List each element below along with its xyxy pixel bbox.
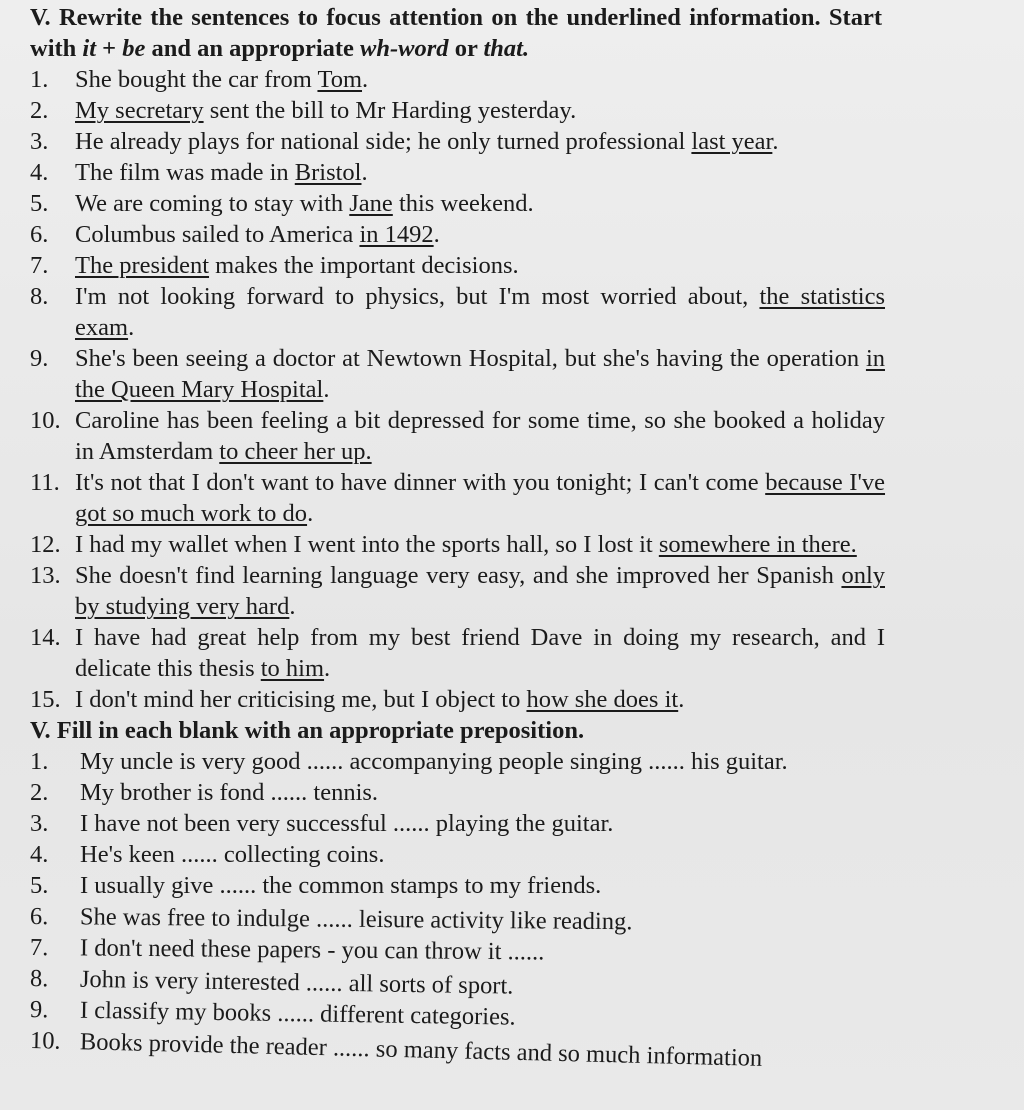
sentence-text: . (307, 500, 314, 527)
exercise-item (30, 188, 885, 219)
exercise-item (30, 126, 885, 157)
item-number: 3. (30, 128, 49, 155)
item-number: 6. (29, 903, 49, 931)
section-fill-heading: V. Fill in each blank with an appropriate preposition. (30, 717, 585, 744)
item-number: 12. (30, 531, 61, 558)
underlined-focus-text: because I've got so much work to do (75, 469, 886, 527)
exercise-item (30, 560, 885, 622)
sentence-text: I'm not looking forward to physics, but I'm most worried about, (75, 283, 760, 310)
underlined-focus-text: somewhere in there. (658, 531, 857, 558)
sentence-text: My brother is fond ...... tennis. (80, 779, 379, 806)
underlined-focus-text: in the Queen Mary Hospital (75, 345, 885, 403)
fill-blank-item (30, 839, 930, 870)
item-number: 8. (29, 965, 49, 993)
exercise-item (30, 95, 885, 126)
sentence-text: . (324, 655, 331, 682)
item-number: 15. (30, 686, 61, 713)
exercise-item (30, 281, 885, 343)
sentence-text: Columbus sailed to America (75, 221, 360, 248)
underlined-focus-text: only by studying very hard (75, 562, 885, 620)
sentence-text: My uncle is very good ...... accompanying people singing ...... his guitar. (80, 748, 788, 775)
underlined-focus-text: Jane (349, 190, 393, 217)
sentence-text: I don't mind her criticising me, but I object to (75, 686, 527, 713)
item-number: 2. (30, 779, 49, 806)
sentence-text: I have not been very successful ...... playing the guitar. (80, 810, 614, 837)
underlined-focus-text: My secretary (75, 97, 204, 124)
sentence-text: . (433, 221, 440, 248)
underlined-focus-text: in 1492 (359, 221, 434, 248)
sentence-text: . (772, 128, 779, 155)
item-number: 2. (30, 97, 49, 124)
heading-part: be (122, 35, 146, 62)
sentence-text: this weekend. (392, 190, 534, 217)
item-number: 6. (30, 221, 49, 248)
sentence-text: John is very interested ...... all sorts of sport. (79, 965, 514, 1000)
sentence-text: I classify my books ...... different categories. (79, 996, 516, 1031)
sentence-text: We are coming to stay with (75, 190, 350, 217)
heading-part: wh-word (360, 35, 449, 62)
section-v-heading (30, 0, 882, 64)
heading-part: or (448, 35, 484, 62)
sentence-text: She bought the car from (75, 66, 318, 93)
sentence-text: I don't need these papers - you can throw it ...... (79, 934, 545, 966)
item-number: 4. (30, 159, 49, 186)
exercise-item (30, 467, 885, 529)
sentence-text: . (323, 376, 330, 403)
exercise-item (30, 343, 885, 405)
item-number: 14. (30, 624, 61, 651)
item-number: 8. (30, 283, 49, 310)
item-number: 10. (30, 407, 61, 434)
heading-part: + (96, 35, 123, 62)
item-number: 11. (30, 469, 60, 496)
sentence-text: She's been seeing a doctor at Newtown Hospital, but she's having the operation (75, 345, 866, 372)
sentence-text: I have had great help from my best friend Dave in doing my research, and I delicate this thesis (75, 624, 885, 682)
item-number: 1. (30, 748, 49, 775)
sentence-text: makes the important decisions. (209, 252, 519, 279)
item-number: 10. (29, 1027, 61, 1055)
item-number: 1. (30, 66, 49, 93)
sentence-text: I usually give ...... the common stamps to my friends. (80, 872, 602, 899)
exercise-item (30, 219, 885, 250)
exercise-item (30, 64, 885, 95)
underlined-focus-text: to him (260, 655, 325, 682)
heading-part: it (82, 35, 97, 62)
fill-blank-item (30, 746, 930, 777)
sentence-text: He's keen ...... collecting coins. (80, 841, 385, 868)
underlined-focus-text: last year (691, 128, 773, 155)
item-number: 5. (30, 872, 49, 899)
item-number: 13. (30, 562, 61, 589)
sentence-text: The film was made in (75, 159, 295, 186)
heading-part: V. Rewrite the sentences to focus attention on the underlined information. Start with (30, 4, 882, 62)
exercise-item (30, 529, 885, 560)
item-number: 9. (30, 345, 49, 372)
item-number: 4. (30, 841, 49, 868)
underlined-focus-text: Tom (317, 66, 363, 93)
item-number: 3. (30, 810, 49, 837)
fill-blank-item (30, 870, 930, 901)
sentence-text: . (678, 686, 685, 713)
sentence-text: Caroline has been feeling a bit depressed for some time, so she booked a holiday in Amsterdam (75, 407, 885, 465)
sentence-text: I had my wallet when I went into the sports hall, so I lost it (75, 531, 659, 558)
sentence-text: He already plays for national side; he only turned professional (75, 128, 692, 155)
heading-part: that. (483, 35, 530, 62)
sentence-text: She was free to indulge ...... leisure activity like reading. (79, 903, 633, 936)
underlined-focus-text: the statistics exam (75, 283, 885, 341)
exercise-item (30, 157, 885, 188)
exercise-item (30, 684, 885, 715)
sentence-text: It's not that I don't want to have dinner with you tonight; I can't come (75, 469, 766, 496)
underlined-focus-text: to cheer her up. (219, 438, 372, 465)
fill-blank-item (30, 808, 930, 839)
exercise-item (30, 405, 885, 467)
item-number: 5. (30, 190, 49, 217)
underlined-focus-text: Bristol (294, 159, 362, 186)
item-number: 7. (29, 934, 49, 962)
sentence-text: . (289, 593, 296, 620)
sentence-text: . (361, 159, 368, 186)
sentence-text: She doesn't find learning language very easy, and she improved her Spanish (75, 562, 842, 589)
rewrite-exercise-list (30, 64, 1024, 715)
sentence-text: sent the bill to Mr Harding yesterday. (203, 97, 577, 124)
underlined-focus-text: how she does it (526, 686, 679, 713)
item-number: 9. (29, 996, 49, 1024)
heading-part: and an appropriate (145, 35, 361, 62)
preposition-exercise-list (29, 746, 1024, 1072)
exercise-item (30, 622, 885, 684)
item-number: 7. (30, 252, 49, 279)
exercise-item (30, 250, 885, 281)
sentence-text: Books provide the reader ...... so many facts and so much information (79, 1028, 763, 1072)
sentence-text: . (362, 66, 369, 93)
fill-blank-item (30, 777, 930, 808)
sentence-text: . (128, 314, 135, 341)
underlined-focus-text: The president (75, 252, 210, 279)
